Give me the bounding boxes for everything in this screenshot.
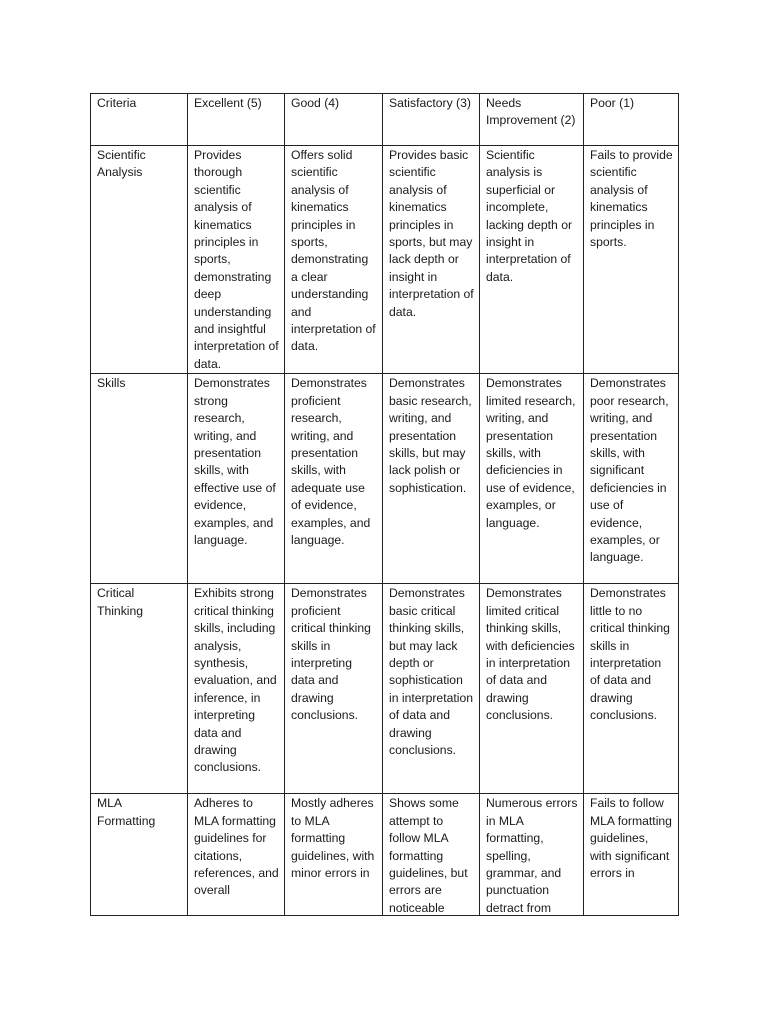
table-header-row	[91, 94, 679, 146]
poor-cell	[584, 794, 679, 916]
criteria-cell: Skills	[91, 374, 188, 584]
needs-improvement-text: Numerous errors in MLA formatting, spelling, grammar, and punctuation detract from	[486, 796, 578, 915]
needs-improvement-cell: Scientific analysis is superficial or incomplete, lacking depth or insight in interpretation of data.	[480, 146, 584, 374]
table-row-scientific-analysis	[91, 146, 679, 374]
criteria-cell: Scientific Analysis	[91, 146, 188, 374]
good-text: Mostly adheres to MLA formatting guidelines, with minor errors in	[291, 796, 375, 880]
table-row-skills	[91, 374, 679, 584]
poor-cell: Demonstrates poor research, writing, and presentation skills, with significant deficiencies in use of evidence, examples, or language.	[584, 374, 679, 584]
criteria-cell: Critical Thinking	[91, 584, 188, 794]
header-criteria: Criteria	[91, 94, 188, 146]
table-row-mla-formatting	[91, 794, 679, 916]
header-satisfactory: Satisfactory (3)	[383, 94, 480, 146]
needs-improvement-cell: Demonstrates limited critical thinking skills, with deficiencies in interpretation of data and drawing conclusions.	[480, 584, 584, 794]
header-excellent: Excellent (5)	[188, 94, 285, 146]
table-row-critical-thinking	[91, 584, 679, 794]
needs-improvement-cell: Demonstrates limited research, writing, and presentation skills, with deficiencies in use of evidence, examples, or language.	[480, 374, 584, 584]
criteria-text: MLA Formatting	[97, 796, 156, 828]
satisfactory-cell: Demonstrates basic critical thinking skills, but may lack depth or sophistication in interpretation of data and drawing conclusions.	[383, 584, 480, 794]
good-cell: Demonstrates proficient research, writing, and presentation skills, with adequate use of evidence, examples, and language.	[285, 374, 383, 584]
satisfactory-text: Shows some attempt to follow MLA formatting guidelines, but errors are noticeable	[389, 796, 468, 915]
needs-improvement-cell	[480, 794, 584, 916]
excellent-cell: Demonstrates strong research, writing, and presentation skills, with effective use of evidence, examples, and language.	[188, 374, 285, 584]
poor-text: Fails to follow MLA formatting guidelines, with significant errors in	[590, 796, 672, 880]
poor-cell: Demonstrates little to no critical thinking skills in interpretation of data and drawing conclusions.	[584, 584, 679, 794]
excellent-cell	[188, 794, 285, 916]
criteria-cell	[91, 794, 188, 916]
satisfactory-cell: Demonstrates basic research, writing, and presentation skills, but may lack polish or sophistication.	[383, 374, 480, 584]
excellent-cell: Exhibits strong critical thinking skills, including analysis, synthesis, evaluation, and inference, in interpreting data and drawing conclusions.	[188, 584, 285, 794]
excellent-text: Adheres to MLA formatting guidelines for citations, references, and overall	[194, 796, 279, 898]
satisfactory-cell	[383, 794, 480, 916]
header-poor: Poor (1)	[584, 94, 679, 146]
good-cell	[285, 794, 383, 916]
satisfactory-cell: Provides basic scientific analysis of kinematics principles in sports, but may lack depth or insight in interpretation of data.	[383, 146, 480, 374]
poor-cell: Fails to provide scientific analysis of kinematics principles in sports.	[584, 146, 679, 374]
header-needs-improvement: Needs Improvement (2)	[480, 94, 584, 146]
header-good: Good (4)	[285, 94, 383, 146]
excellent-cell: Provides thorough scientific analysis of kinematics principles in sports, demonstrating deep understanding and insightful interpretation of data.	[188, 146, 285, 374]
rubric-table	[90, 93, 679, 916]
good-cell: Offers solid scientific analysis of kinematics principles in sports, demonstrating a clear understanding and interpretation of data.	[285, 146, 383, 374]
good-cell: Demonstrates proficient critical thinking skills in interpreting data and drawing conclusions.	[285, 584, 383, 794]
